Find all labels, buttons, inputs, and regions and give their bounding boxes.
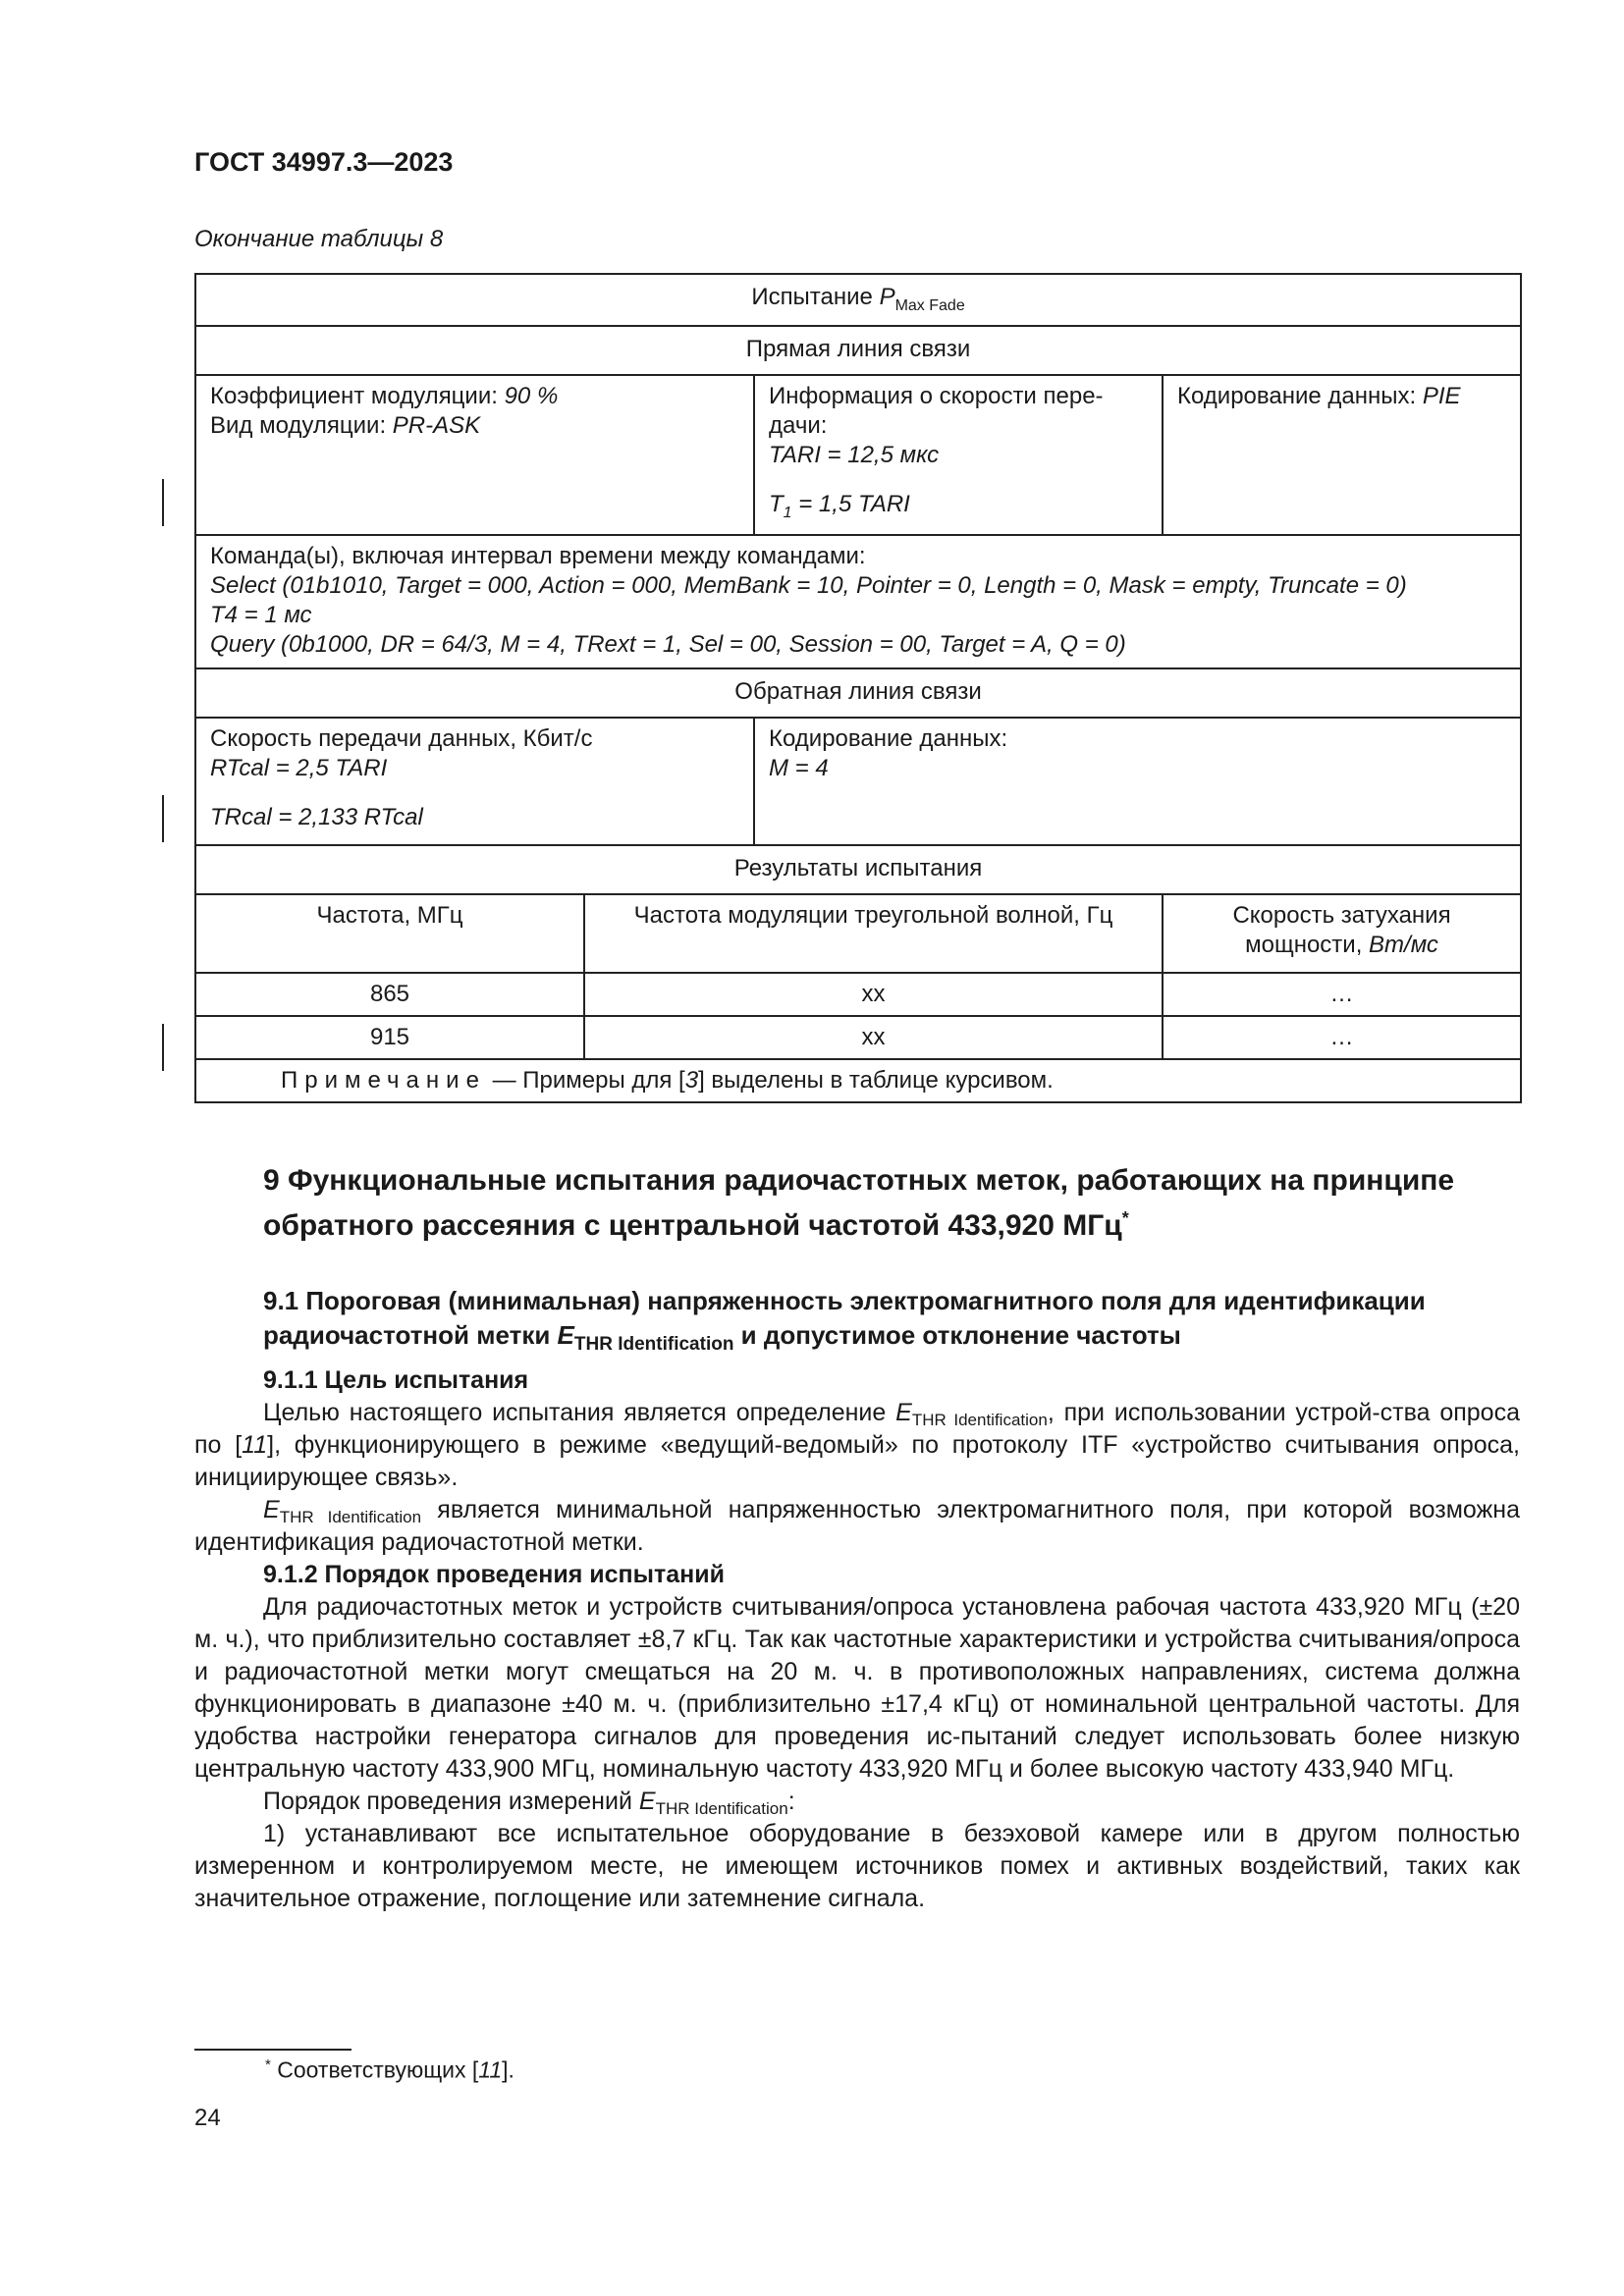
- table-row: [195, 1016, 1521, 1059]
- reverse-encoding-cell: [754, 718, 1521, 845]
- forward-link-header: Прямая линия связи: [195, 326, 1521, 375]
- data-rate-label: Скорость передачи данных, Кбит/с: [210, 724, 593, 752]
- row-modulation: xx: [584, 973, 1163, 1016]
- table-note: Примечание — Примеры для [3] выделены в таблице курсивом.: [195, 1059, 1521, 1102]
- command-t4: T4 = 1 мс: [210, 601, 312, 628]
- column-header-frequency: Частота, МГц: [195, 894, 584, 973]
- mod-type-label: Вид модуляции:: [210, 411, 393, 439]
- reverse-encoding-value: M = 4: [769, 754, 829, 781]
- footnote: * Соответствующих [11].: [265, 2056, 514, 2083]
- modulation-cell: [195, 375, 754, 535]
- tari-value: TARI = 12,5 мкс: [769, 441, 940, 468]
- command-select: Select (01b1010, Target = 000, Action = 000, MemBank = 10, Pointer = 0, Length = 0, Mask = empty, Truncate = 0): [210, 571, 1407, 599]
- heading-9-1-2: 9.1.2 Порядок проведения испытаний: [263, 1561, 725, 1588]
- table-title-sub: Max Fade: [894, 296, 965, 314]
- command-query: Query (0b1000, DR = 64/3, M = 4, TRext = 1, Sel = 00, Session = 00, Target = A, Q = 0): [210, 630, 1126, 658]
- mod-type-value: PR-ASK: [392, 411, 481, 439]
- data-rate-cell: [195, 718, 754, 845]
- row-frequency: 915: [195, 1016, 584, 1059]
- rate-info-label: Информация о скорости пере-дачи:: [769, 382, 1104, 439]
- row-modulation: xx: [584, 1016, 1163, 1059]
- commands-label: Команда(ы), включая интервал времени между командами:: [210, 542, 866, 569]
- paragraph-step-1: 1) устанавливают все испытательное оборудование в безэховой камере или в другом полностью измеренном и контролируемом месте, не имеющем источников помех и активных воздействий, таких как значительное отражение, поглощение или затемнение сигнала.: [194, 1820, 1520, 1912]
- column-header-modulation-frequency: Частота модуляции треугольной волной, Гц: [584, 894, 1163, 973]
- table-continuation-caption: Окончание таблицы 8: [194, 226, 444, 252]
- revision-bar: [162, 1024, 164, 1071]
- paragraph-purpose: Целью настоящего испытания является определение $E_{THR Identification}$, при использовании устрой-ства опроса по [11], функционирующего в режиме «ведущий-ведомый» по протоколу ITF «устройство считывания опроса, инициирующее связь».: [194, 1399, 1520, 1491]
- encoding-cell: [1163, 375, 1521, 535]
- test-parameters-table: [194, 273, 1522, 1103]
- commands-cell: [195, 535, 1521, 668]
- section-9-1-heading: 9.1 Пороговая (минимальная) напряженность электромагнитного поля для идентификации радиочастотной метки $E_{THR Identification}$ и допустимое отклонение частоты: [263, 1286, 1426, 1356]
- table-row: [195, 973, 1521, 1016]
- table-title-p: P: [879, 284, 895, 310]
- trcal-value: TRcal = 2,133 RTcal: [210, 803, 423, 830]
- encoding-label: Кодирование данных:: [1177, 382, 1423, 409]
- page-number: 24: [194, 2105, 221, 2131]
- paragraph-definition: $E_{THR Identification}$ является минимальной напряженностью электромагнитного поля, при которой возможна идентификация радиочастотной метки.: [194, 1496, 1520, 1556]
- body-text: [194, 1364, 1520, 1915]
- row-fade: …: [1163, 973, 1521, 1016]
- revision-bar: [162, 479, 164, 526]
- mod-index-value: 90 %: [504, 382, 559, 409]
- mod-index-label: Коэффициент модуляции:: [210, 382, 505, 409]
- revision-bar: [162, 795, 164, 842]
- results-header: Результаты испытания: [195, 845, 1521, 894]
- table-title: Испытание: [751, 284, 880, 310]
- footnote-separator: [194, 2049, 352, 2051]
- reverse-link-header: Обратная линия связи: [195, 668, 1521, 718]
- section-9-heading: 9 Функциональные испытания радиочастотных меток, работающих на принципе обратного рассеяния с центральной частотой 433,920 МГц*: [263, 1164, 1455, 1242]
- rate-info-cell: [754, 375, 1163, 535]
- t1-value: $T_1 = 1,5$ TARI: [769, 490, 910, 521]
- table-title-cell: [195, 274, 1521, 326]
- paragraph-frequency: Для радиочастотных меток и устройств считывания/опроса установлена рабочая частота 433,920 МГц (±20 м. ч.), что приблизительно составляет ±8,7 кГц. Так как частотные характеристики и устройства считывания/опроса и радиочастотной метки могут смещаться на 20 м. ч. в противоположных направлениях, система должна функционировать в диапазоне ±40 м. ч. (приблизительно ±17,4 кГц) от номинальной центральной частоты. Для удобства настройки генератора сигналов для проведения ис-пытаний следует использовать более низкую центральную частоту 433,900 МГц, номинальную частоту 433,920 МГц и более высокую частоту 433,940 МГц.: [194, 1593, 1520, 1783]
- column-header-fade-rate: Скорость затухания мощности, Вт/мс: [1163, 894, 1521, 973]
- document-code: ГОСТ 34997.3—2023: [194, 147, 454, 177]
- note-label: Примечание: [281, 1066, 486, 1094]
- row-fade: …: [1163, 1016, 1521, 1059]
- rtcal-value: RTcal = 2,5 TARI: [210, 754, 388, 781]
- reverse-encoding-label: Кодирование данных:: [769, 724, 1008, 752]
- row-frequency: 865: [195, 973, 584, 1016]
- encoding-value: PIE: [1422, 382, 1461, 409]
- heading-9-1-1: 9.1.1 Цель испытания: [263, 1366, 529, 1394]
- paragraph-procedure-intro: Порядок проведения измерений $E_{THR Identification}$:: [263, 1788, 795, 1818]
